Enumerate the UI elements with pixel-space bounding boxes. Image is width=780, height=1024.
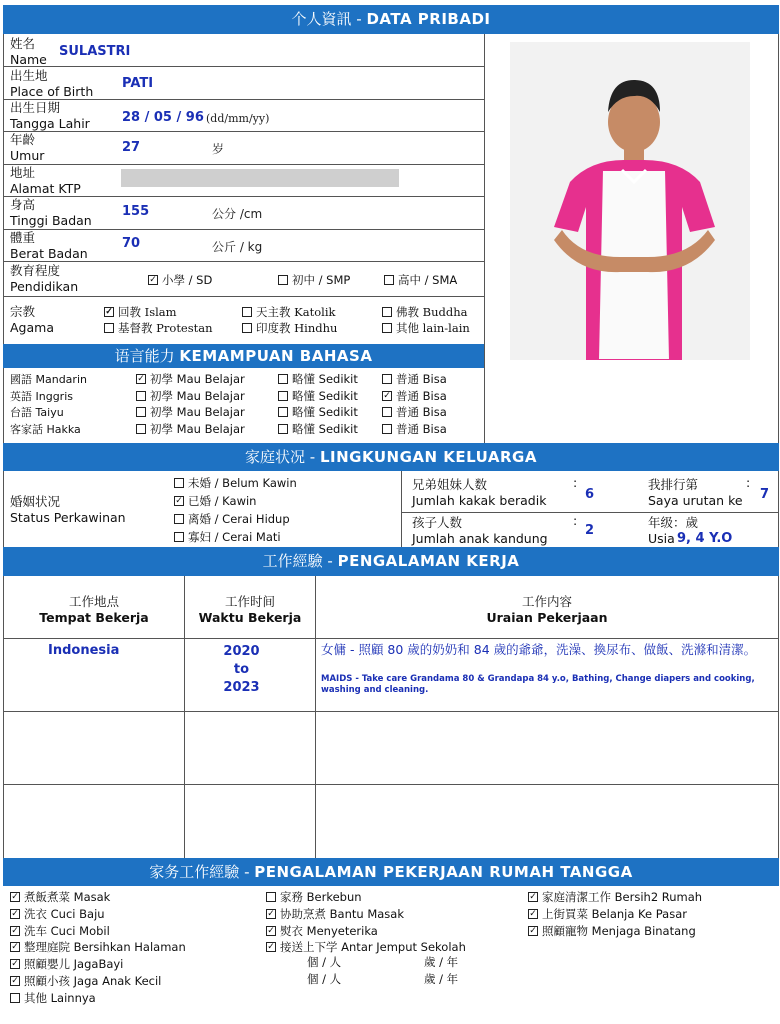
language-name: 台語 Taiyu [10, 406, 64, 419]
colon: : [746, 475, 751, 490]
border [778, 576, 779, 858]
checkbox-icon [382, 374, 392, 384]
option-label: 煮飯煮菜 Masak [24, 890, 111, 904]
checkbox-icon [174, 478, 184, 488]
household-task-option[interactable] [10, 939, 186, 955]
weight-label: 體重 Berat Badan [10, 230, 88, 261]
child-age-label: 年级：歲 Usia [648, 515, 699, 546]
marital-option[interactable] [174, 511, 290, 527]
option-label: 照顧嬰儿 JagaBayi [24, 957, 124, 972]
option-label: 洗车 Cuci Mobil [24, 923, 110, 938]
language-level-option[interactable] [278, 388, 358, 404]
language-level-option[interactable] [278, 421, 358, 437]
border [3, 34, 4, 444]
checkbox-icon [382, 391, 392, 401]
option-label: 普通 Bisa [396, 421, 447, 436]
checkbox-icon [382, 407, 392, 417]
checkbox-icon [10, 926, 20, 936]
siblings-label: 兄弟姐妹人数 Jumlah kakak beradik [412, 477, 547, 508]
option-label: 普通 Bisa [396, 388, 447, 403]
section-header-personal: 个人資訊 - DATA PRIBADI [3, 5, 779, 34]
option-label: 略懂 Sedikit [292, 421, 358, 436]
divider [3, 66, 484, 67]
work-period: 2020 to 2023 [223, 644, 260, 695]
checkbox-icon [266, 892, 276, 902]
household-task-option[interactable] [10, 889, 110, 905]
weight-value: 70 [122, 236, 141, 251]
border [778, 471, 779, 547]
option-label: 洗衣 Cuci Baju [24, 906, 105, 921]
section-header-language: 语言能力 KEMAMPUAN BAHASA [3, 344, 484, 368]
religion-option-lainlain[interactable]: 其他 lain-lain [382, 320, 470, 336]
checkbox-icon [242, 323, 252, 333]
checkbox-icon [10, 976, 20, 986]
language-level-option[interactable] [136, 371, 245, 387]
address-label: 地址 Alamat KTP [10, 165, 81, 196]
section-header-work: 工作經驗 - PENGALAMAN KERJA [3, 547, 779, 576]
checkbox-icon [278, 424, 288, 434]
checkbox-icon [278, 275, 288, 285]
checkbox-icon [174, 514, 184, 524]
option-label: 照顧寵物 Menjaga Binatang [542, 923, 696, 938]
work-desc-en: MAIDS - Take care Grandama 80 & Grandapa 84 y.o, Bathing, Change diapers and cooking, washing and cleaning. [321, 674, 755, 695]
checkbox-icon [10, 892, 20, 902]
border [484, 34, 485, 444]
weight-unit: 公斤 / kg [212, 240, 263, 254]
option-label: 初學 Mau Belajar [150, 405, 245, 419]
education-option-sd[interactable]: ✓ 小學 / SD [148, 272, 212, 288]
height-unit: 公分 /cm [212, 207, 263, 221]
option-label: 熨衣 Menyeterika [280, 923, 378, 938]
col-header-period: 工作时间 Waktu Bekerja [198, 594, 302, 625]
checkbox-icon [382, 323, 392, 333]
birthplace-value: PATI [122, 76, 154, 91]
height-value: 155 [122, 204, 150, 219]
height-label: 身高 Tinggi Badan [10, 197, 92, 228]
language-level-option[interactable] [278, 371, 358, 387]
option-label: 普通 Bisa [396, 405, 447, 419]
language-level-option[interactable] [278, 404, 358, 420]
household-task-option[interactable] [10, 973, 161, 989]
checkbox-icon [528, 926, 538, 936]
religion-option-protestan[interactable]: 基督教 Protestan [104, 320, 213, 336]
checkbox-icon [266, 942, 276, 952]
name-label: 姓名 Name [10, 36, 47, 67]
checkbox-icon [278, 391, 288, 401]
option-label: 已婚 / Kawin [188, 494, 257, 508]
language-name: 英語 Inggris [10, 389, 73, 403]
option-label: 接送上下学 Antar Jemput Sekolah [280, 940, 466, 955]
checkbox-icon [174, 532, 184, 542]
language-level-option[interactable] [382, 388, 447, 404]
option-label: 普通 Bisa [396, 372, 447, 386]
household-task-option[interactable] [10, 923, 110, 939]
border [3, 471, 4, 547]
border [401, 471, 402, 547]
divider [3, 711, 778, 712]
col-header-place: 工作地点 Tempat Bekerja [39, 594, 149, 625]
colon: : [573, 475, 578, 490]
option-label: 上街買菜 Belanja Ke Pasar [542, 906, 687, 921]
children-value: 2 [585, 523, 595, 538]
household-task-option[interactable] [266, 906, 404, 922]
section-header-household: 家务工作經驗 - PENGALAMAN PEKERJAAN RUMAH TANGGA [3, 858, 779, 886]
option-label: 离婚 / Cerai Hidup [188, 512, 290, 526]
checkbox-icon [10, 959, 20, 969]
language-name: 客家話 Hakka [10, 422, 81, 436]
col-header-desc: 工作内容 Uraian Pekerjaan [486, 594, 608, 625]
religion-option-katolik[interactable]: 天主教 Katolik [242, 304, 335, 320]
person-illustration [510, 42, 750, 360]
address-redacted [121, 169, 399, 187]
children-label: 孩子人数 Jumlah anak kandung [412, 515, 548, 546]
language-name: 國語 Mandarin [10, 373, 87, 386]
option-label: 家務 Berkebun [280, 890, 362, 904]
option-label: 整理庭院 Bersihkan Halaman [24, 940, 186, 955]
rank-value: 7 [760, 487, 770, 502]
household-task-option[interactable] [10, 990, 96, 1006]
extra-count-2: 個 / 人 [307, 972, 342, 986]
divider [401, 512, 778, 513]
household-task-option[interactable] [266, 923, 378, 939]
section-header-family: 家庭状况 - LINGKUNGAN KELUARGA [3, 443, 779, 471]
household-task-option[interactable] [10, 906, 105, 922]
colon: : [573, 513, 578, 528]
divider [3, 784, 778, 785]
education-option-smp[interactable]: 初中 / SMP [278, 272, 350, 288]
profile-photo [510, 42, 750, 360]
checkbox-icon [136, 374, 146, 384]
birthdate-value: 28 / 05 / 96 [122, 110, 204, 125]
checkbox-icon [384, 275, 394, 285]
option-label: 略懂 Sedikit [292, 388, 358, 403]
marital-option[interactable] [174, 529, 281, 545]
option-label: 未婚 / Belum Kawin [188, 476, 297, 490]
extra-count-1: 個 / 人 [307, 955, 342, 969]
language-level-option[interactable] [382, 404, 447, 420]
divider [3, 638, 778, 639]
checkbox-icon [104, 323, 114, 333]
checkbox-icon [266, 926, 276, 936]
checkbox-icon [136, 424, 146, 434]
language-level-option[interactable] [136, 404, 245, 420]
extra-age-1: 歲 / 年 [424, 955, 459, 969]
child-age-value: 9, 4 Y.O [677, 531, 733, 546]
name-value: SULASTRI [59, 44, 131, 59]
language-level-option[interactable] [136, 421, 245, 437]
option-label: 其他 Lainnya [24, 990, 96, 1005]
religion-option-islam[interactable]: ✓回教 Islam [104, 304, 177, 320]
birthplace-label: 出生地 Place of Birth [10, 68, 94, 99]
checkbox-icon [148, 275, 158, 285]
religion-label: 宗教 Agama [10, 304, 54, 335]
checkbox-icon [266, 909, 276, 919]
option-label: 照顧小孩 Jaga Anak Kecil [24, 974, 162, 988]
birthdate-label: 出生日期 Tangga Lahir [10, 100, 90, 131]
household-task-option[interactable] [266, 889, 362, 905]
age-unit: 岁 [212, 142, 225, 156]
extra-age-2: 歲 / 年 [424, 972, 459, 986]
checkbox-icon [10, 942, 20, 952]
checkbox-icon [10, 993, 20, 1003]
siblings-value: 6 [585, 487, 595, 502]
household-task-option[interactable] [528, 923, 696, 939]
checkbox-icon [382, 424, 392, 434]
option-label: 初學 Mau Belajar [150, 421, 245, 436]
checkbox-icon [104, 307, 114, 317]
option-label: 初學 Mau Belajar [150, 372, 245, 386]
divider [3, 296, 484, 297]
marital-option[interactable] [174, 493, 256, 509]
religion-option-hindhu[interactable]: 印度教 Hindhu [242, 320, 337, 336]
checkbox-icon [136, 391, 146, 401]
household-task-option[interactable] [528, 906, 687, 922]
checkbox-icon [136, 407, 146, 417]
household-task-option[interactable] [10, 956, 123, 972]
checkbox-icon [278, 407, 288, 417]
checkbox-icon [382, 307, 392, 317]
language-level-option[interactable] [136, 388, 245, 404]
household-task-option[interactable] [266, 939, 466, 955]
work-place: Indonesia [48, 643, 120, 658]
checkbox-icon [242, 307, 252, 317]
rank-label: 我排行第 Saya urutan ke [648, 477, 743, 508]
option-label: 初學 Mau Belajar [150, 388, 245, 403]
education-label: 教育程度 Pendidikan [10, 263, 79, 294]
language-level-option[interactable] [382, 371, 447, 387]
option-label: 略懂 Sedikit [292, 405, 358, 419]
checkbox-icon [528, 892, 538, 902]
option-label: 寡妇 / Cerai Mati [188, 530, 281, 544]
work-desc-cn: 女傭 - 照顧 80 歲的奶奶和 84 歲的爺爺，洗澡、換尿布、做飯、洗滌和清潔。 [321, 642, 757, 657]
age-value: 27 [122, 140, 141, 155]
checkbox-icon [10, 909, 20, 919]
checkbox-icon [278, 374, 288, 384]
option-label: 略懂 Sedikit [292, 372, 358, 386]
option-label: 家庭清潔工作 Bersih2 Rumah [542, 890, 703, 904]
checkbox-icon [528, 909, 538, 919]
checkbox-icon [174, 496, 184, 506]
option-label: 协助烹煮 Bantu Masak [280, 906, 405, 921]
household-task-option[interactable] [528, 889, 702, 905]
age-label: 年齡 Umur [10, 132, 45, 163]
education-option-sma[interactable]: 高中 / SMA [384, 272, 457, 288]
marital-option[interactable] [174, 475, 297, 491]
religion-option-buddha[interactable]: 佛教 Buddha [382, 304, 468, 320]
language-level-option[interactable] [382, 421, 447, 437]
border [778, 34, 779, 444]
birthdate-format: (dd/mm/yy) [206, 112, 270, 125]
marital-label: 婚姻状况 Status Perkawinan [10, 494, 126, 525]
